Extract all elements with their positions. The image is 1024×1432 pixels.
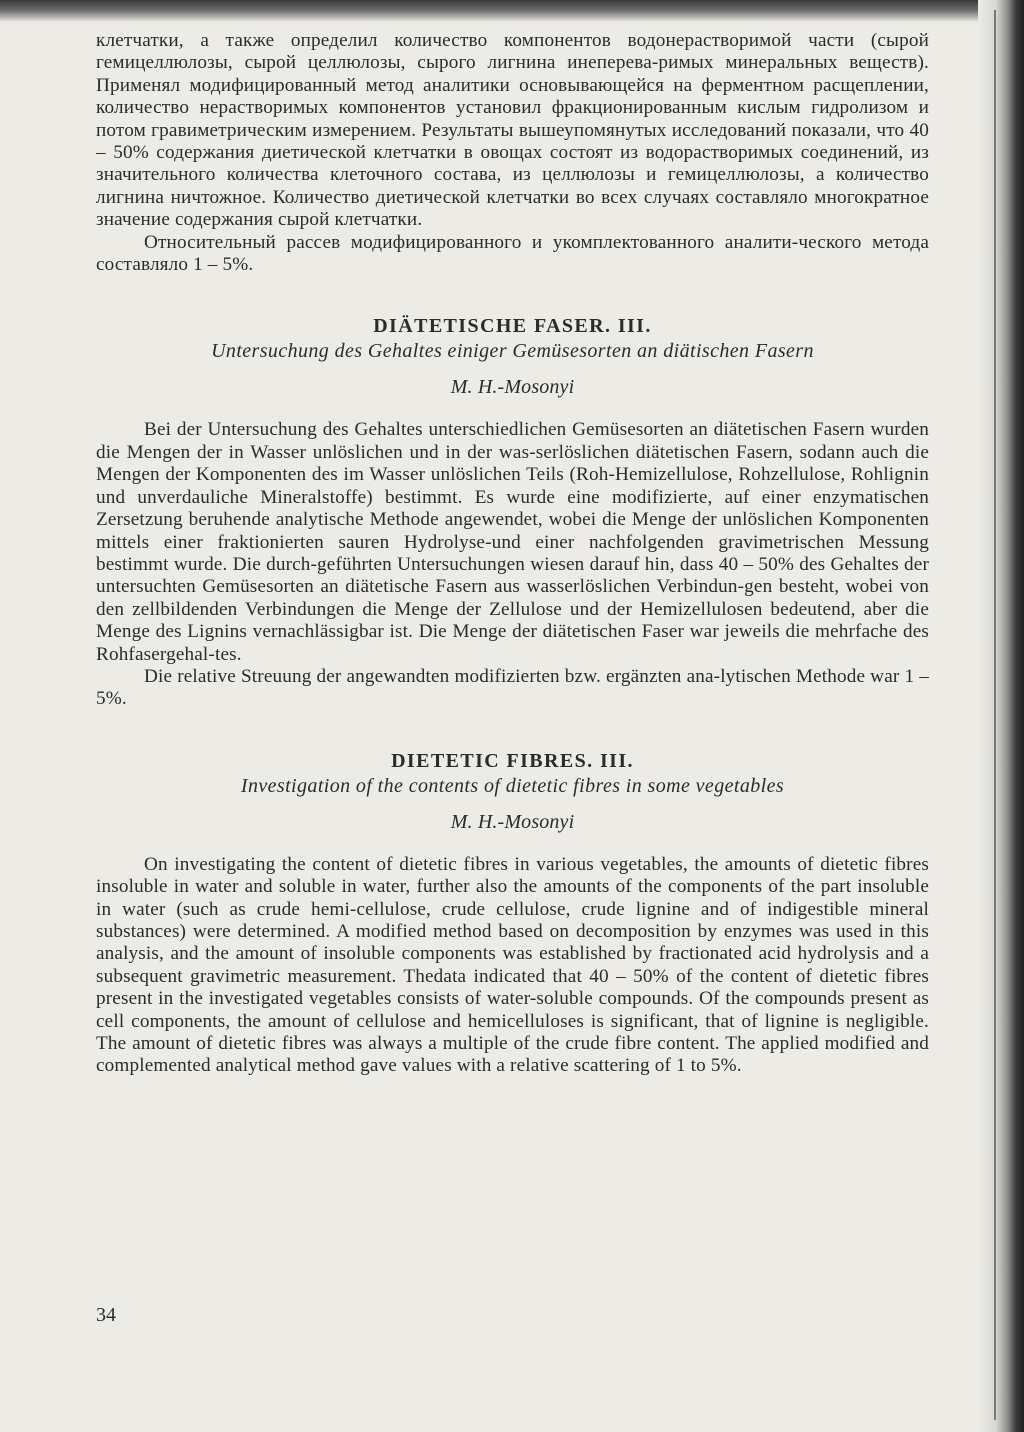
page-body: [96, 30, 929, 1078]
scan-binding-edge: [978, 0, 1024, 1432]
russian-paragraph-1: клетчатки, а также определил количество компонентов водонерастворимой части (сырой гемицеллюлозы, сырой целлюлозы, сырого лигнина инеперева-римых минеральных веществ). Применял модифицированный метод аналитики основывающейся на ферментном расщеплении, количество нерастворимых компонентов установил фракционированным кислым гидролизом и потом гравиметрическим измерением. Результаты вышеупомянутых исследований показали, что 40 – 50% содержания диетической клетчатки в овощах состоят из водорастворимых соединений, из значительного количества клеточного состава, из целлюлозы и гемицеллюлозы, а количество лигнина ничтожное. Количество диетической клетчатки во всех случаях составляло многократное значение содержания сырой клетчатки.: [96, 30, 929, 231]
russian-abstract: [96, 30, 929, 276]
german-author: M. H.-Mosonyi: [450, 376, 575, 399]
english-abstract: [96, 749, 929, 1078]
german-subtitle: Untersuchung des Gehaltes einiger Gemüsesorten an diätischen Fasern: [211, 340, 814, 363]
scan-top-edge: [0, 0, 1024, 22]
english-paragraph-1: On investigating the content of dietetic fibres in various vegetables, the amounts of dietetic fibres insoluble in water and soluble in water, further also the amounts of the components of the part insoluble in water (such as crude hemi-cellulose, crude cellulose, crude lignine and of indigestible mineral substances) were determined. A modified method based on decomposition by enzymes was used in this analysis, and the amount of insoluble components was established by fractionated acid hydrolysis and a subsequent gravimetric measurement. Thedata indicated that 40 – 50% of the content of dietetic fibres present in the investigated vegetables consists of water-soluble compounds. Of the compounds present as cell components, the amount of cellulose and hemicelluloses is significant, that of lignine is negligible. The amount of dietetic fibres was always a multiple of the crude fibre content. The applied modified and complemented analytical method gave values with a relative scattering of 1 to 5%.: [96, 853, 929, 1077]
english-title: DIETETIC FIBRES. III.: [391, 749, 634, 772]
german-paragraph-2: Die relative Streuung der angewandten modifizierten bzw. ergänzten ana-lytischen Methode war 1 – 5%.: [96, 665, 929, 710]
german-paragraph-1: Bei der Untersuchung des Gehaltes unterschiedlichen Gemüsesorten an diätetischen Fasern wurden die Mengen der in Wasser unlöslichen und in der was-serlöslichen diätetischen Fasern, sodann auch die Mengen der Komponenten des im Wasser unlöslichen Teils (Roh-Hemizellulose, Rohzellulose, Rohlignin und unverdauliche Mineralstoffe) bestimmt. Es wurde eine modifizierte, auf einer enzymatischen Zersetzung beruhende analytische Methode angewendet, wobei die Menge der unlöslichen Komponenten mittels einer fraktionierten sauren Hydrolyse-und einer nachfolgenden gravimetrischen Messung bestimmt wurde. Die durch-geführten Untersuchungen wiesen darauf hin, dass 40 – 50% des Gehaltes der untersuchten Gemüsesorten an diätetische Fasern aus wasserlöslichen Verbindun-gen besteht, wobei von den zellbildenden Verbindungen die Menge der Zellulose und der Hemizellulosen bedeutend, aber die Menge des Lignins vernachlässigbar ist. Die Menge der diätetischen Faser war jeweils die mehrfache des Rohfasergehal-tes.: [96, 419, 929, 665]
scan-binding-line: [994, 10, 996, 1420]
page-number: 34: [96, 1304, 116, 1326]
english-subtitle: Investigation of the contents of dietetic fibres in some vegetables: [240, 774, 785, 797]
english-author: M. H.-Mosonyi: [450, 810, 575, 833]
german-abstract: [96, 314, 929, 710]
german-title: DIÄTETISCHE FASER. III.: [373, 315, 652, 338]
russian-paragraph-2: Относительный рассев модифицированного и укомплектованного аналити-ческого метода составляло 1 – 5%.: [96, 231, 929, 276]
